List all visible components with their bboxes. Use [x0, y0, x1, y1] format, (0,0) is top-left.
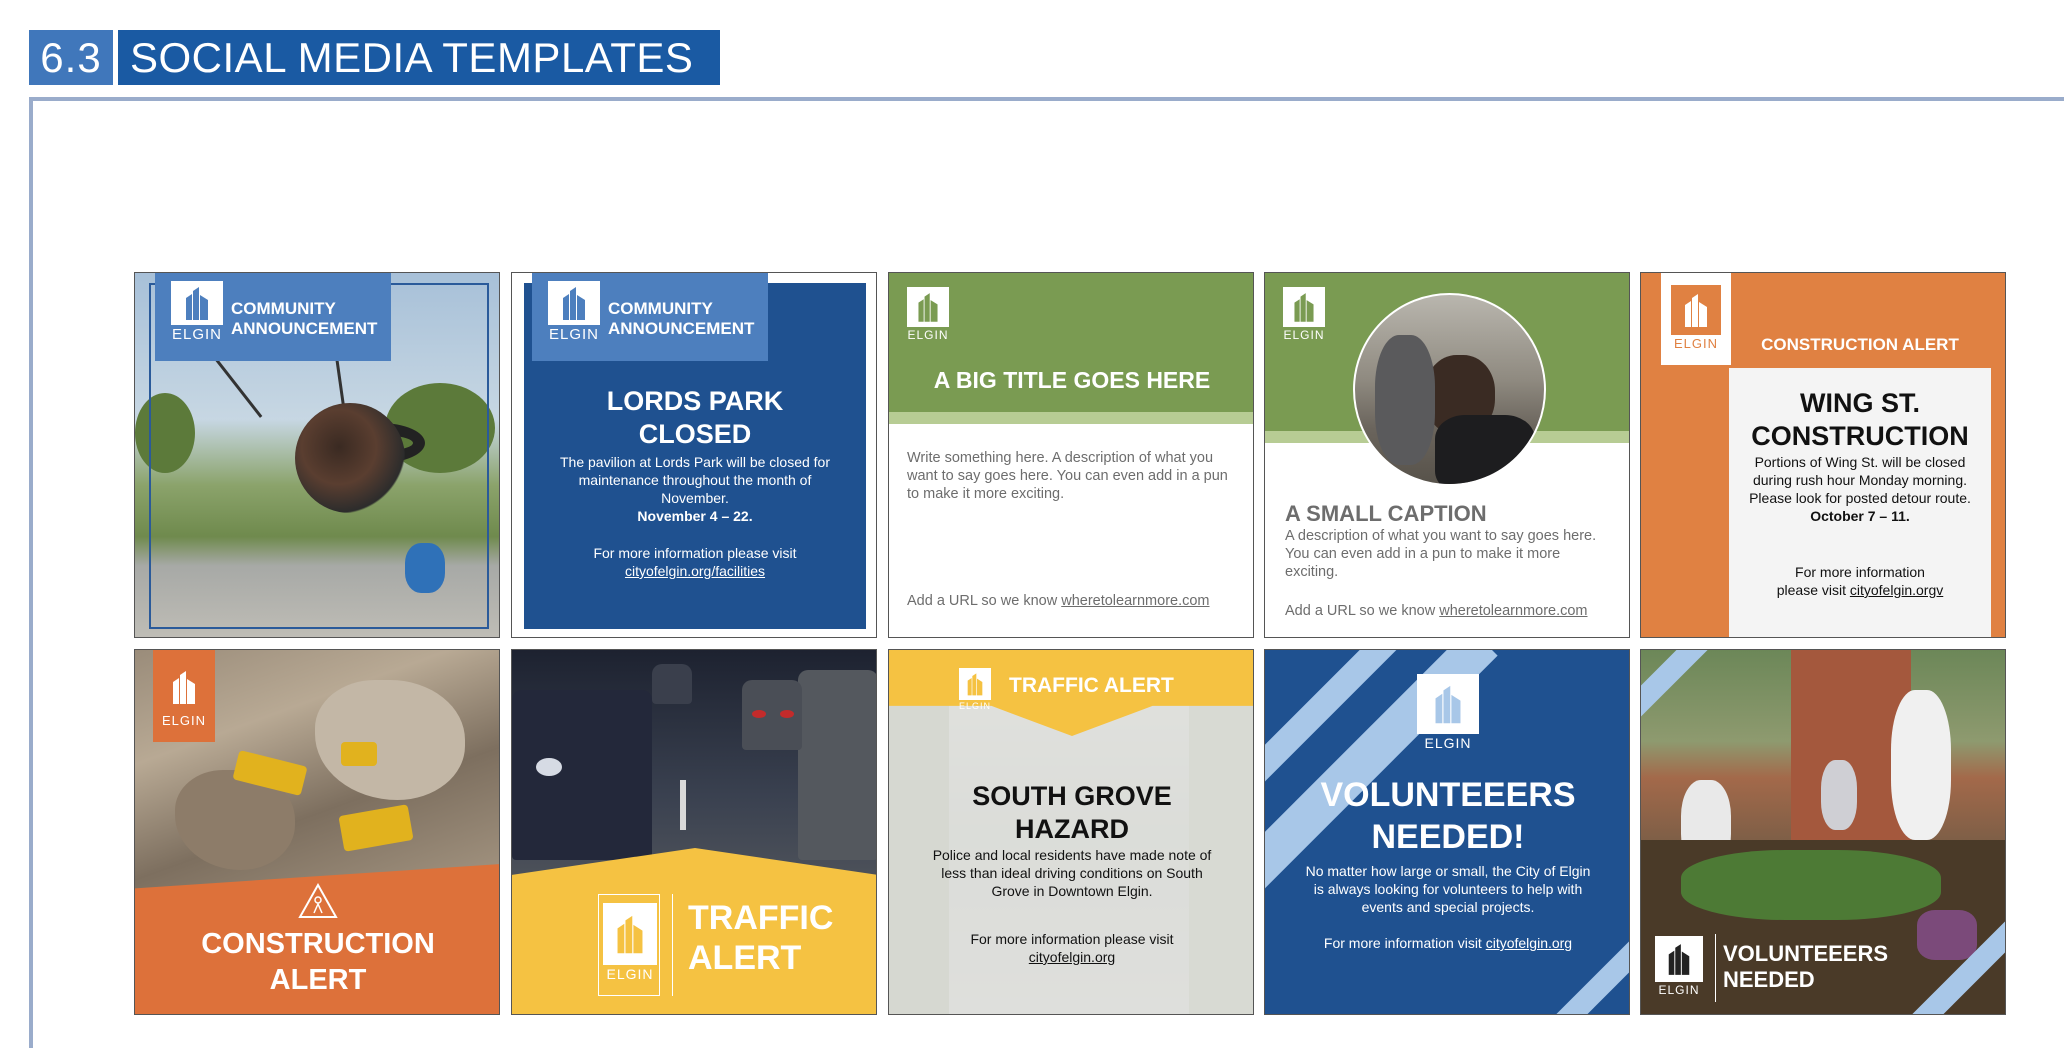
page-frame-left-rule	[29, 97, 33, 1048]
divider	[672, 894, 673, 996]
body-text: The pavilion at Lords Park will be closed for maintenance throughout the month of November.	[559, 454, 831, 506]
template-south-grove-hazard	[888, 649, 1254, 1015]
label-line: ANNOUNCEMENT	[231, 319, 378, 338]
bulldozer	[341, 742, 377, 766]
title-line: VOLUNTEEERS	[1320, 776, 1576, 814]
title-line: TRAFFIC	[688, 899, 834, 937]
more-info-text: please visit	[1776, 582, 1846, 598]
photo-car	[512, 690, 652, 860]
template-body: A description of what you want to say goes here. You can even add in a pun to make it more exciting.	[1285, 528, 1597, 580]
building-icon	[159, 662, 209, 712]
photo-plants	[1681, 850, 1941, 920]
section-number: 6.3	[29, 30, 113, 85]
building-icon	[1655, 936, 1703, 982]
logo-wordmark: ELGIN	[161, 713, 206, 728]
building-icon	[959, 668, 991, 700]
logo-background	[1661, 273, 1731, 365]
header-rule	[29, 97, 2064, 101]
tail-light	[752, 710, 766, 718]
building-icon	[603, 903, 657, 965]
building-icon	[1671, 285, 1721, 335]
url-line	[1285, 603, 1625, 619]
tail-light	[780, 710, 794, 718]
dates-text: October 7 – 11.	[1810, 508, 1910, 524]
more-info-link[interactable]: cityofelgin.org	[1485, 935, 1573, 951]
more-info	[1737, 563, 1983, 599]
announcement-band	[155, 273, 391, 361]
alert-label: CONSTRUCTION ALERT	[1761, 335, 1959, 354]
building-icon	[907, 287, 949, 327]
template-title	[524, 385, 866, 451]
logo-background	[598, 894, 660, 996]
building-icon	[1417, 674, 1479, 734]
template-small-caption	[1264, 272, 1630, 638]
body-text: Portions of Wing St. will be closed during rush hour Monday morning. Please look for posted detour route.	[1749, 454, 1971, 506]
title-line: SOUTH GROVE	[972, 781, 1172, 811]
accent-strip	[889, 412, 1254, 424]
title-line: LORDS PARK	[606, 386, 784, 416]
template-title	[1723, 941, 1888, 993]
label-line: COMMUNITY	[608, 299, 713, 318]
template-title	[688, 898, 833, 978]
title-line: CONSTRUCTION	[201, 928, 435, 960]
template-lords-park-closed	[511, 272, 877, 638]
title-line: ALERT	[269, 964, 367, 996]
url-line	[907, 593, 1247, 609]
title-line: HAZARD	[1015, 814, 1129, 844]
more-info-text: For more information please visit	[970, 931, 1174, 947]
photo-volunteer	[1891, 690, 1951, 840]
headlight	[536, 758, 562, 776]
more-info	[552, 544, 838, 580]
logo-wordmark: ELGIN	[1673, 336, 1718, 351]
elgin-logo	[171, 281, 223, 343]
building-icon	[171, 281, 223, 325]
template-body	[1737, 453, 1983, 525]
template-body: Police and local residents have made note of less than ideal driving conditions on South Grove in Downtown Elgin.	[932, 847, 1212, 899]
title-line: NEEDED	[1723, 967, 1815, 992]
divider	[1715, 934, 1716, 1002]
logo-wordmark: ELGIN	[171, 326, 222, 343]
logo-wordmark: ELGIN	[1424, 735, 1472, 751]
template-caption: A SMALL CAPTION	[1285, 501, 1487, 526]
photo-volunteer	[1821, 760, 1857, 830]
announcement-band	[532, 273, 768, 361]
elgin-logo	[1655, 936, 1703, 997]
template-title: A BIG TITLE GOES HERE	[933, 367, 1211, 393]
more-info-text: For more information visit	[1323, 935, 1482, 951]
more-info-text: For more information	[1795, 564, 1925, 580]
template-body: Write something here. A description of what you want to say goes here. You can even add in a pun to make it more exciting.	[907, 450, 1228, 502]
elgin-logo	[959, 668, 991, 711]
photo-jacket	[1435, 415, 1535, 486]
announcement-label	[608, 299, 754, 339]
photo-child	[1375, 335, 1435, 465]
title-line: NEEDED!	[1371, 818, 1525, 856]
template-wing-st-construction	[1640, 272, 2006, 638]
building-icon	[1283, 287, 1325, 327]
elgin-logo	[603, 903, 657, 982]
more-info-text: For more information please visit	[593, 545, 797, 561]
building-icon	[548, 281, 600, 325]
elgin-logo	[1283, 287, 1325, 342]
template-title	[135, 926, 500, 998]
logo-wordmark: ELGIN	[548, 326, 599, 343]
logo-wordmark: ELGIN	[1658, 983, 1700, 997]
more-info-link[interactable]: cityofelgin.orgv	[1849, 582, 1944, 598]
url-link[interactable]: wheretolearnmore.com	[1061, 593, 1210, 609]
logo-wordmark: ELGIN	[606, 966, 654, 982]
template-volunteers-needed-text	[1264, 649, 1630, 1015]
template-community-announcement-photo	[134, 272, 500, 638]
more-info	[929, 930, 1215, 966]
bulldozer	[338, 804, 413, 852]
elgin-logo	[159, 662, 209, 728]
url-text: Add a URL so we know	[907, 593, 1058, 609]
more-info-link[interactable]: cityofelgin.org/facilities	[624, 563, 766, 579]
announcement-label	[231, 299, 377, 339]
alert-label: TRAFFIC ALERT	[1009, 674, 1174, 697]
template-volunteers-needed-photo	[1640, 649, 2006, 1015]
template-body	[552, 453, 838, 525]
title-line: CLOSED	[638, 419, 752, 449]
template-traffic-alert-photo	[511, 649, 877, 1015]
photo-bucket	[1917, 910, 1977, 960]
section-title: SOCIAL MEDIA TEMPLATES	[118, 30, 720, 85]
title-line: WING ST.	[1800, 388, 1920, 418]
road-marking	[680, 780, 686, 830]
more-info-link[interactable]: cityofelgin.org	[1028, 949, 1116, 965]
label-line: ANNOUNCEMENT	[608, 319, 755, 338]
photo-car	[652, 664, 692, 704]
logo-wordmark: ELGIN	[1283, 328, 1325, 342]
elgin-logo	[1417, 674, 1479, 751]
url-text: Add a URL so we know	[1285, 603, 1436, 619]
template-title	[1265, 774, 1630, 858]
title-line: VOLUNTEEERS	[1723, 941, 1889, 966]
label-line: COMMUNITY	[231, 299, 336, 318]
construction-worker-icon	[298, 883, 338, 919]
more-info	[1265, 935, 1630, 951]
template-big-title	[888, 272, 1254, 638]
logo-background	[153, 650, 215, 742]
logo-wordmark: ELGIN	[907, 328, 949, 342]
template-body: No matter how large or small, the City of Elgin is always looking for volunteers to help with events and special projects.	[1305, 863, 1591, 915]
photo-rock	[315, 680, 465, 800]
elgin-logo	[548, 281, 600, 343]
title-line: CONSTRUCTION	[1751, 421, 1969, 451]
elgin-logo	[1671, 285, 1721, 351]
dates-text: November 4 – 22.	[637, 508, 753, 524]
circle-photo	[1353, 293, 1546, 486]
elgin-logo	[907, 287, 949, 342]
title-line: ALERT	[688, 939, 802, 977]
logo-wordmark: ELGIN	[959, 701, 992, 711]
template-title	[1729, 387, 1991, 453]
template-construction-alert-photo	[134, 649, 500, 1015]
photo-car	[798, 670, 877, 860]
url-link[interactable]: wheretolearnmore.com	[1439, 603, 1588, 619]
template-title	[889, 780, 1254, 846]
